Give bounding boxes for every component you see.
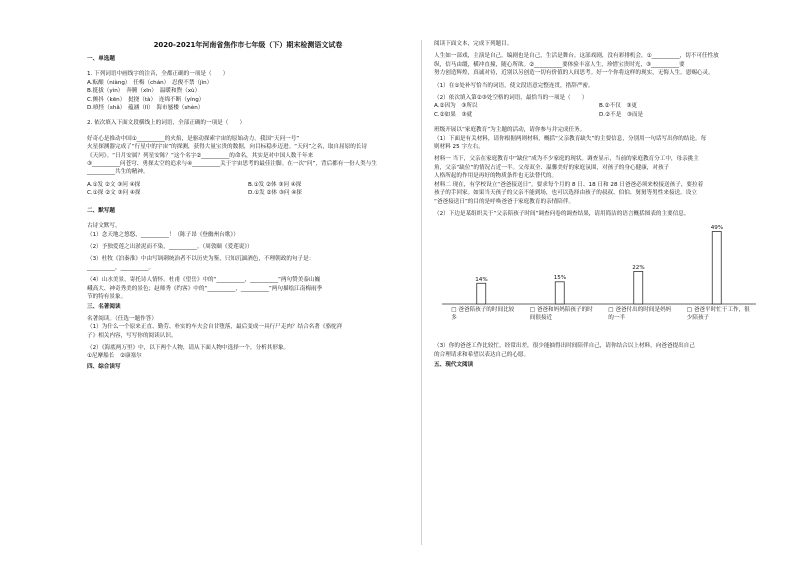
option-d: D.①发 ②体 ③问 ④探 xyxy=(248,190,302,197)
survey-bar-chart xyxy=(434,222,764,342)
book-item: （2）《海底两万里》中，以下两个人物，请从下面人物中选择一个，分析其形象。 xyxy=(87,344,290,351)
section-heading: 一、单选题 xyxy=(87,56,115,62)
data-label: 22% xyxy=(632,264,645,271)
recite-item: 峨高大、神奇秀美的景色；赵师秀《约客》中的“__________，__________”两句描绘江南梅雨季 xyxy=(87,285,323,292)
sub-question: （1）在①处补写恰当的词语，使文段语意完整连贯，措辞严密。 xyxy=(434,82,594,89)
section-heading: 三、名著阅读 xyxy=(87,304,121,311)
book-item: 子》相关内容，写写你的阅读认识。 xyxy=(87,332,177,339)
options-row xyxy=(434,102,764,110)
chart-bar xyxy=(712,232,721,305)
recite-item: __________，__________。 xyxy=(87,264,155,271)
section-heading: 四、综合读写 xyxy=(87,363,121,370)
recite-intro: 古诗文默写。 xyxy=(87,223,121,230)
option-a: A.①发 ②文 ③问 ④探 xyxy=(87,181,141,188)
sub-question: （2）下边是某组织关于“父亲陪孩子时间”调查问卷的调查结果，请用简洁的语言概括图表的主要信息。 xyxy=(434,210,690,217)
passage-line: 好奇心是推动中国①__________的火焰，是驱动探索宇宙的原始动力。我国“天问一号” xyxy=(87,135,300,142)
passage-line: ③__________问苍穹、勇探太空的追求与④__________关于宇宙思考的最佳注脚。在一次“问”，背后都有一份人类与生 xyxy=(87,161,377,168)
passage-line: 努力创造辉煌，真诚对待，近别以另创造一切有价值的人间思考。好一个你将这样的现实，无悔人生，恩赐心灵。 xyxy=(434,70,714,77)
category-label: □ 爸爸和妈妈陪孩子的时间很接近 xyxy=(529,307,593,321)
option-c: C.①探 ②文 ③问 ④探 xyxy=(87,190,141,197)
data-label: 15% xyxy=(553,275,567,282)
options-row xyxy=(87,181,409,189)
option-b: B.②不仅 ③更 xyxy=(599,103,638,110)
chart-bar xyxy=(477,284,486,305)
data-label: 14% xyxy=(475,276,488,283)
book-item: （1）为什么一个原来正直、勤劳、朴实的车夫会自甘堕落，最后变成一具行尸走肉？结合名著《骆驼祥 xyxy=(87,324,343,331)
material-two: 孩子的手回家。如果当天孩子的父亲不能到场，也可以选择由孩子的叔叔、伯伯、舅舅等男性来接送。设立 xyxy=(434,190,697,197)
activity-intro: 班级开展以“家庭教育”为主题的活动，请你参与并完成任务。 xyxy=(434,127,586,134)
chart-bar xyxy=(634,272,643,305)
category-label: □ 爸爸付出的时间是妈妈的一半 xyxy=(608,307,672,321)
section-heading: 二、默写题 xyxy=(87,207,115,214)
recite-item: （1）念天地之悠悠，__________！（陈子昂《登幽州台歌》） xyxy=(87,231,239,238)
category-label: □ 爸爸陪孩子的时间比较多 xyxy=(451,307,515,321)
material-one: 人格所起的作用是再好的物质条件也无法替代的。 xyxy=(434,173,558,180)
sub-question: （2）依次填入第②③处空格的词语，最恰当的一项是（ ） xyxy=(434,95,588,102)
option-d: D.嗔怪（shǎ） 蕴涵（lǐ） 海市蜃楼（shèn） xyxy=(87,105,204,112)
material-two: 材料二 现在，有学校设立“爸爸接送日”，要求每个月的 8 日、18 日和 28 日爸爸必须来校接送孩子，要拉着 xyxy=(434,181,704,188)
passage-line: 《天问》。“日月安属？列星安陈？”这个名字②__________的命名，其实是对中国人数千年来 xyxy=(87,152,314,159)
passage-line: __________共生的精神。 xyxy=(87,169,149,176)
option-c: C.②如果 ③就 xyxy=(434,111,473,118)
sub-question: 则材料 25 字左右。 xyxy=(434,144,484,151)
material-one: 材料一 当下，父亲在家庭教育中“缺位”成为不少家庭的现状。调查显示，当前的家庭教育分工中，母亲挑主 xyxy=(434,156,699,163)
option-a: A.酝酿（niàng） 任梅（chán） 忍俊不禁（jìn） xyxy=(87,79,213,86)
book-options: ①尼摩船长 ②康塞尔 xyxy=(87,353,142,360)
column-divider xyxy=(421,40,422,545)
book-intro: 名著阅读。（任选一题作答） xyxy=(87,315,157,322)
question-2: 2. 依次填入下面文段横线上的词语，全部正确的一项是（ ） xyxy=(87,120,246,127)
option-c: C.颤抖（kēn） 挝挠（tà） 连绵不断（yíng） xyxy=(87,96,205,103)
sub-question: （1）下面是有关材料，请你根据两则材料，概括“父亲教育缺失”的主要信息，分别用一句话写出你的结论。每 xyxy=(434,135,707,142)
material-two: “爸爸接送日”的目的是呼唤爸爸于家庭教育的亲情陪伴。 xyxy=(434,198,575,205)
passage-line: 纵，信马由缰，横冲直撞，随心所欲。②__________要体验丰富人生，珍惜宝贵时光，③__________要 xyxy=(434,61,685,68)
options-row xyxy=(434,111,764,119)
options-row xyxy=(87,189,409,197)
passage-line: 人生如一部戏，主演是自己，编剧也是自己，生活是舞台。这部戏剧，没有彩排机会，①__________，切不可任性放 xyxy=(434,53,719,60)
question-1: 1. 下列词语中画线字的注音，全都正确的一项是（ ） xyxy=(87,71,229,78)
section-heading: 五、现代文阅读 xyxy=(434,362,474,369)
option-b: B.挺拔（yìn） 奔腾（xīn） 温暖和煦（xù） xyxy=(87,88,201,95)
reading-intro: 阅读下面文本，完成下列题目。 xyxy=(434,41,513,47)
left-column xyxy=(87,40,409,374)
data-label: 49% xyxy=(710,224,724,231)
recite-item: （2）予独爱莲之出淤泥而不染，__________。（周敦颐《爱莲说》） xyxy=(87,243,253,250)
chart-bar xyxy=(555,282,564,304)
option-b: B.①发 ②体 ③问 ④探 xyxy=(248,181,302,188)
option-d: D.②不是 ③而是 xyxy=(599,111,644,118)
passage-line: 火星探测器完成了“行星中的宇宙”的探测，获得大量宝贵的数据，向目标稳步迈进。“天问”之名，取自屈原的长诗 xyxy=(87,144,368,151)
recite-item: 节的特有景象。 xyxy=(87,293,127,300)
recite-item: （3）杜牧《泊秦淮》中由写讽刺统治者不以历史为鉴，只知沉湎酒色，不理朝政的句子是： xyxy=(87,256,315,263)
option-a: A.②因为 ③所以 xyxy=(434,103,478,110)
sub-question: 的合理请求和希望以表达自己的心愿。 xyxy=(434,351,530,358)
category-label: □ 爸爸平时忙于工作，很少陪孩子 xyxy=(686,307,750,321)
sub-question: （3）你的爸爸工作比较忙，经常出差，很少能抽得出时间陪伴自己，请你结合以上材料，向爸爸提出自己 xyxy=(434,343,695,350)
right-column xyxy=(434,40,764,373)
page-title: 2020-2021年河南省焦作市七年级（下）期末检测语文试卷 xyxy=(153,41,343,49)
recite-item: （4）山水美景，寄托诗人情怀。杜甫《望岳》中的“__________，__________”两句赞美泰山巍 xyxy=(87,277,321,284)
material-one: 角，父亲“缺位”的情况占近一半。父母双全、温馨美好的家庭氛围，对孩子的身心健康，对孩子 xyxy=(434,164,670,171)
